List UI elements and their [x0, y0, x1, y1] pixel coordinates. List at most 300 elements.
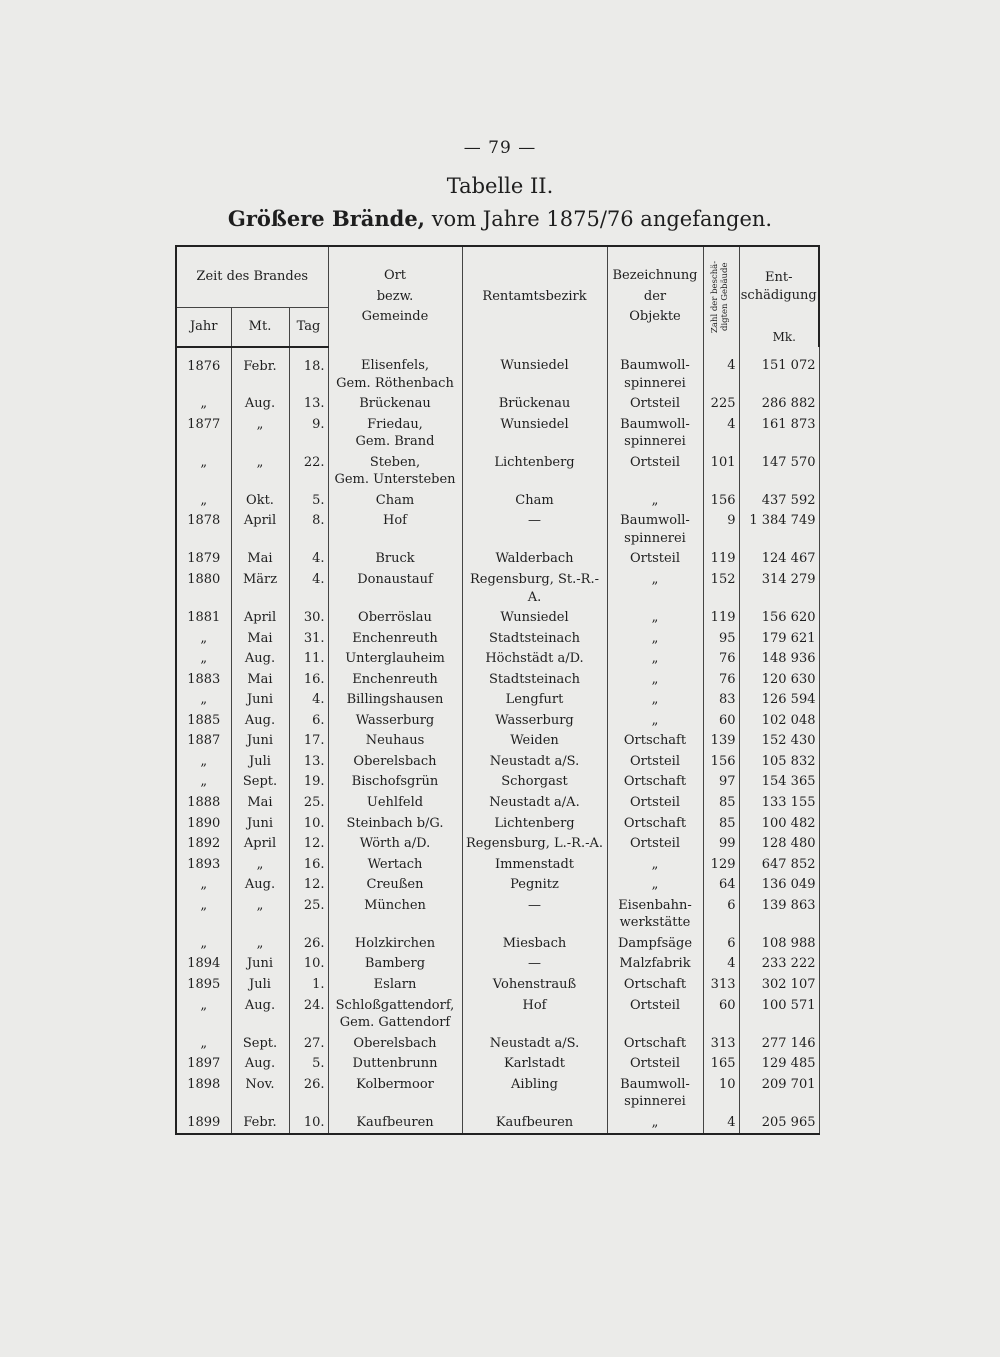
cell-count — [703, 855, 739, 876]
cell-object-text: Ortsteil — [629, 795, 680, 811]
table-row — [176, 855, 819, 876]
cell-district-text: Neustadt a/S. — [489, 753, 580, 769]
cell-district-text: — — [528, 513, 541, 529]
header-district: Rentamtsbezirk — [462, 246, 607, 347]
cell-object — [607, 752, 703, 773]
cell-month-text: Juni — [246, 815, 274, 831]
cell-month — [231, 690, 289, 711]
cell-district-text: Vohenstrauß — [492, 976, 577, 992]
cell-year-text: 1887 — [187, 733, 221, 749]
cell-object-text: „ — [651, 630, 659, 646]
table-row — [176, 511, 819, 549]
cell-district-text: Aibling — [511, 1076, 558, 1092]
cell-comp-text: 205 965 — [761, 1114, 816, 1130]
cell-place-text-line2: Gem. Brand — [355, 434, 435, 450]
cell-comp-text: 108 988 — [761, 935, 816, 951]
cell-month — [231, 608, 289, 629]
cell-day-text: 10. — [303, 1114, 325, 1130]
cell-district — [462, 711, 607, 732]
cell-district — [462, 834, 607, 855]
cell-comp — [739, 996, 819, 1034]
cell-count-text: 9 — [727, 513, 736, 529]
cell-object-text: Baumwoll- — [620, 513, 690, 529]
cell-object — [607, 896, 703, 934]
cell-year — [176, 793, 231, 814]
cell-count — [703, 394, 739, 415]
cell-district-text: Lengfurt — [505, 692, 564, 708]
header-month: Mt. — [231, 308, 289, 348]
cell-count — [703, 511, 739, 549]
cell-object-text: Ortsteil — [629, 997, 680, 1013]
cell-place-text: Billingshausen — [346, 692, 444, 708]
cell-place-text: Uehlfeld — [366, 795, 424, 811]
cell-place — [328, 649, 462, 670]
cell-object-text: „ — [651, 712, 659, 728]
cell-year — [176, 855, 231, 876]
header-comp-unit: Mk. — [772, 329, 796, 344]
cell-month — [231, 793, 289, 814]
cell-count — [703, 1034, 739, 1055]
cell-comp — [739, 896, 819, 934]
cell-month — [231, 1113, 289, 1135]
cell-object-text: Baumwoll- — [620, 358, 690, 373]
cell-month — [231, 875, 289, 896]
cell-object-text: Ortschaft — [623, 733, 687, 749]
cell-district — [462, 549, 607, 570]
cell-district — [462, 570, 607, 608]
cell-place-text-line2: Gem. Röthenbach — [336, 375, 454, 391]
cell-count — [703, 608, 739, 629]
cell-district-text: Lichtenberg — [494, 454, 575, 470]
cell-day — [289, 608, 328, 629]
cell-month — [231, 1054, 289, 1075]
cell-comp — [739, 511, 819, 549]
cell-day-text: 30. — [303, 610, 325, 626]
cell-district — [462, 453, 607, 491]
cell-district-text: Walderbach — [495, 551, 574, 567]
cell-day-text: 19. — [303, 774, 325, 790]
fires-table — [175, 245, 820, 1135]
cell-month-text: „ — [256, 897, 264, 913]
cell-comp — [739, 690, 819, 711]
cell-month-text: Aug. — [244, 1056, 276, 1072]
cell-day — [289, 394, 328, 415]
header-place — [328, 246, 462, 347]
cell-district-text: Höchstädt a/D. — [485, 651, 584, 667]
cell-comp-text: 102 048 — [761, 712, 816, 728]
cell-count-text: 95 — [718, 630, 736, 646]
cell-district — [462, 1113, 607, 1135]
cell-day-text: 9. — [312, 416, 325, 432]
cell-day — [289, 996, 328, 1034]
cell-comp-text: 133 155 — [761, 795, 816, 811]
cell-place — [328, 996, 462, 1034]
cell-district-text: Neustadt a/S. — [489, 1035, 580, 1051]
cell-day-text: 25. — [303, 897, 325, 913]
table-row — [176, 415, 819, 453]
cell-year — [176, 975, 231, 996]
table-row — [176, 491, 819, 512]
cell-district-text: Stadtsteinach — [489, 671, 580, 687]
cell-place-text: Brückenau — [359, 396, 431, 412]
cell-year-text: 1888 — [187, 795, 221, 811]
cell-month-text: Sept. — [242, 774, 278, 790]
cell-count — [703, 896, 739, 934]
cell-comp — [739, 608, 819, 629]
cell-district-text: Regensburg, St.-R.-A. — [469, 572, 599, 605]
cell-object — [607, 394, 703, 415]
cell-month — [231, 629, 289, 650]
cell-place — [328, 1113, 462, 1135]
cell-count — [703, 570, 739, 608]
cell-place-text-line2: Gem. Gattendorf — [339, 1015, 451, 1031]
cell-year — [176, 511, 231, 549]
cell-day-text: 22. — [303, 454, 325, 470]
cell-object-text: „ — [651, 651, 659, 667]
cell-day — [289, 793, 328, 814]
cell-day-text: 5. — [312, 492, 325, 508]
cell-district — [462, 752, 607, 773]
cell-count-text: 4 — [727, 956, 736, 972]
cell-comp-text: 147 570 — [761, 454, 816, 470]
header-time-of-fire: Zeit des Brandes — [176, 246, 328, 308]
cell-district — [462, 1075, 607, 1113]
cell-month — [231, 772, 289, 793]
table-row — [176, 731, 819, 752]
cell-month-text: Okt. — [246, 492, 274, 508]
cell-comp — [739, 1075, 819, 1113]
cell-month-text: April — [243, 513, 277, 529]
cell-month-text: März — [242, 572, 278, 588]
cell-month — [231, 415, 289, 453]
cell-day — [289, 896, 328, 934]
cell-year-text: „ — [200, 935, 208, 951]
cell-comp-text: 161 873 — [761, 416, 816, 432]
table-row — [176, 1075, 819, 1113]
cell-day — [289, 814, 328, 835]
table-row — [176, 549, 819, 570]
cell-year — [176, 934, 231, 955]
cell-place — [328, 491, 462, 512]
cell-comp-text: 209 701 — [761, 1076, 816, 1092]
cell-day — [289, 954, 328, 975]
cell-year-text: 1879 — [187, 551, 221, 567]
cell-district — [462, 793, 607, 814]
cell-place — [328, 511, 462, 549]
cell-day — [289, 875, 328, 896]
cell-object-text-line2: spinnerei — [624, 375, 686, 391]
cell-comp — [739, 415, 819, 453]
cell-place-text: Enchenreuth — [352, 671, 438, 687]
cell-district-text: Brückenau — [498, 396, 571, 412]
cell-month-text: Mai — [247, 671, 273, 687]
cell-place-text: Bruck — [375, 551, 415, 567]
cell-object — [607, 975, 703, 996]
table-row — [176, 649, 819, 670]
table-row — [176, 814, 819, 835]
cell-place — [328, 934, 462, 955]
cell-comp-text: 136 049 — [761, 877, 816, 893]
cell-count — [703, 1054, 739, 1075]
cell-place — [328, 608, 462, 629]
cell-year-text: 1885 — [187, 712, 221, 728]
cell-district — [462, 975, 607, 996]
cell-count-text: 6 — [727, 897, 736, 913]
cell-day-text: 1. — [312, 976, 325, 992]
cell-object — [607, 347, 703, 394]
cell-year-text: 1890 — [187, 815, 221, 831]
cell-place — [328, 896, 462, 934]
cell-year — [176, 549, 231, 570]
cell-day — [289, 1034, 328, 1055]
cell-place-text: Kaufbeuren — [356, 1114, 434, 1130]
cell-month-text: Febr. — [243, 359, 277, 374]
cell-year-text: 1880 — [187, 572, 221, 588]
table-row — [176, 670, 819, 691]
cell-comp-text: 302 107 — [761, 976, 816, 992]
cell-comp — [739, 954, 819, 975]
cell-comp-text: 152 430 — [761, 733, 816, 749]
cell-year-text: 1883 — [187, 671, 221, 687]
cell-place-text: Creußen — [366, 877, 424, 893]
cell-day-text: 16. — [303, 671, 325, 687]
cell-object-text: „ — [651, 856, 659, 872]
cell-month — [231, 649, 289, 670]
cell-object — [607, 629, 703, 650]
cell-place — [328, 731, 462, 752]
cell-place-text: Eslarn — [373, 976, 417, 992]
cell-count-text: 97 — [718, 774, 736, 790]
cell-object-text: Ortschaft — [623, 976, 687, 992]
cell-year — [176, 731, 231, 752]
table-row — [176, 875, 819, 896]
cell-year-text: 1876 — [187, 359, 221, 374]
cell-day-text: 31. — [303, 630, 325, 646]
cell-count — [703, 793, 739, 814]
cell-month-text: „ — [256, 454, 264, 470]
table-row — [176, 834, 819, 855]
header-comp-line1: Ent- — [765, 270, 793, 285]
cell-object-text-line2: spinnerei — [624, 1094, 686, 1110]
cell-place — [328, 629, 462, 650]
cell-year-text: 1898 — [187, 1076, 221, 1092]
cell-comp — [739, 711, 819, 732]
cell-district-text: Hof — [522, 997, 547, 1013]
cell-place — [328, 415, 462, 453]
cell-comp — [739, 394, 819, 415]
cell-month-text: April — [243, 610, 277, 626]
cell-comp — [739, 772, 819, 793]
cell-year-text: „ — [200, 692, 208, 708]
cell-district-text: Miesbach — [502, 935, 567, 951]
cell-day-text: 12. — [303, 836, 325, 852]
cell-district-text: Neustadt a/A. — [489, 795, 580, 811]
cell-comp — [739, 629, 819, 650]
cell-district-text: — — [528, 956, 541, 972]
cell-year-text: 1895 — [187, 976, 221, 992]
header-count-line2: digten Gebäude — [720, 262, 730, 332]
cell-place-text: Bamberg — [364, 956, 426, 972]
cell-count-text: 165 — [710, 1056, 736, 1072]
cell-year-text: 1899 — [187, 1114, 221, 1130]
cell-month — [231, 1034, 289, 1055]
cell-count-text: 99 — [718, 836, 736, 852]
cell-object — [607, 934, 703, 955]
cell-district-text: Weiden — [510, 733, 559, 749]
cell-count-text: 101 — [710, 454, 736, 470]
cell-comp — [739, 975, 819, 996]
cell-place — [328, 690, 462, 711]
cell-year-text: „ — [200, 630, 208, 646]
cell-day-text: 8. — [312, 513, 325, 529]
cell-object-text: Ortsteil — [629, 753, 680, 769]
cell-count-text: 60 — [718, 997, 736, 1013]
cell-year — [176, 347, 231, 394]
cell-year — [176, 814, 231, 835]
cell-district — [462, 896, 607, 934]
cell-year — [176, 670, 231, 691]
cell-month-text: Mai — [247, 795, 273, 811]
cell-place-text: Hof — [383, 513, 407, 529]
cell-place — [328, 711, 462, 732]
table-row — [176, 453, 819, 491]
cell-object-text: Ortsteil — [629, 454, 680, 470]
cell-year-text: „ — [200, 1035, 208, 1051]
table-row — [176, 793, 819, 814]
cell-count-text: 139 — [710, 733, 736, 749]
cell-object-text: Ortsteil — [629, 551, 680, 567]
cell-month-text: „ — [256, 416, 264, 432]
cell-object — [607, 649, 703, 670]
table-row — [176, 934, 819, 955]
cell-year — [176, 570, 231, 608]
cell-place — [328, 855, 462, 876]
cell-object-text: „ — [651, 692, 659, 708]
header-comp-line2: schädigung — [740, 287, 817, 303]
cell-place — [328, 670, 462, 691]
cell-month-text: Mai — [247, 551, 273, 567]
cell-district-text: — — [528, 897, 541, 913]
cell-day-text: 13. — [303, 753, 325, 769]
cell-year — [176, 629, 231, 650]
cell-district — [462, 996, 607, 1034]
cell-year-text: „ — [200, 774, 208, 790]
cell-place — [328, 834, 462, 855]
cell-district-text: Karlstadt — [503, 1056, 566, 1072]
cell-year-text: „ — [200, 454, 208, 470]
cell-object-text: Eisenbahn- — [618, 897, 692, 913]
cell-comp-text: 277 146 — [761, 1035, 816, 1051]
cell-count-text: 4 — [727, 416, 736, 432]
header-day: Tag — [289, 308, 328, 348]
cell-district-text: Schorgast — [501, 774, 568, 790]
cell-count-text: 64 — [718, 877, 736, 893]
cell-count — [703, 347, 739, 394]
cell-object-text: „ — [651, 492, 659, 508]
cell-count — [703, 814, 739, 835]
cell-count-text: 156 — [710, 753, 736, 769]
cell-district-text: Wunsiedel — [500, 416, 569, 432]
cell-count — [703, 1075, 739, 1113]
cell-district-text: Immenstadt — [494, 856, 575, 872]
cell-count — [703, 934, 739, 955]
cell-day — [289, 772, 328, 793]
cell-object-text: Ortschaft — [623, 1035, 687, 1051]
cell-year-text: „ — [200, 877, 208, 893]
cell-month — [231, 670, 289, 691]
cell-object — [607, 1113, 703, 1135]
cell-count — [703, 954, 739, 975]
cell-place-text: Neuhaus — [365, 733, 425, 749]
cell-comp-text: 126 594 — [761, 692, 816, 708]
header-object — [607, 246, 703, 347]
cell-district — [462, 415, 607, 453]
cell-day-text: 4. — [312, 692, 325, 708]
cell-count — [703, 731, 739, 752]
cell-count — [703, 453, 739, 491]
cell-comp-text: 437 592 — [761, 492, 816, 508]
cell-month-text: Febr. — [243, 1114, 277, 1130]
cell-comp — [739, 453, 819, 491]
cell-year-text: 1897 — [187, 1056, 221, 1072]
cell-month-text: April — [243, 836, 277, 852]
cell-month — [231, 511, 289, 549]
cell-object — [607, 814, 703, 835]
cell-place-text: Schloßgattendorf, — [335, 997, 455, 1013]
cell-district — [462, 954, 607, 975]
cell-month — [231, 975, 289, 996]
cell-count — [703, 415, 739, 453]
table-title-bold: Größere Brände, — [227, 206, 425, 231]
cell-day — [289, 752, 328, 773]
cell-place — [328, 549, 462, 570]
table-row — [176, 996, 819, 1034]
cell-count-text: 85 — [718, 815, 736, 831]
cell-comp — [739, 934, 819, 955]
cell-day — [289, 1075, 328, 1113]
cell-year — [176, 1034, 231, 1055]
header-compensation — [739, 246, 819, 347]
cell-comp — [739, 834, 819, 855]
cell-place-text: Wörth a/D. — [359, 836, 431, 852]
page-number: — 79 — — [463, 138, 537, 158]
cell-day — [289, 453, 328, 491]
cell-object-text: Dampfsäge — [617, 935, 693, 951]
cell-comp — [739, 855, 819, 876]
cell-count-text: 4 — [727, 1114, 736, 1130]
cell-district-text: Wunsiedel — [500, 610, 569, 626]
cell-place — [328, 752, 462, 773]
cell-comp-text: 120 630 — [761, 671, 816, 687]
cell-day-text: 13. — [303, 396, 325, 412]
cell-count — [703, 996, 739, 1034]
cell-object — [607, 834, 703, 855]
cell-object — [607, 415, 703, 453]
cell-object — [607, 731, 703, 752]
cell-month-text: Sept. — [242, 1035, 278, 1051]
cell-year — [176, 1054, 231, 1075]
cell-place-text: Wasserburg — [355, 712, 435, 728]
cell-comp-text: 156 620 — [761, 610, 816, 626]
cell-year — [176, 1113, 231, 1135]
cell-object — [607, 793, 703, 814]
cell-comp — [739, 752, 819, 773]
table-row — [176, 629, 819, 650]
cell-district-text: Regensburg, L.-R.-A. — [465, 836, 604, 852]
cell-year — [176, 491, 231, 512]
cell-day — [289, 934, 328, 955]
cell-object-text: Baumwoll- — [620, 416, 690, 432]
